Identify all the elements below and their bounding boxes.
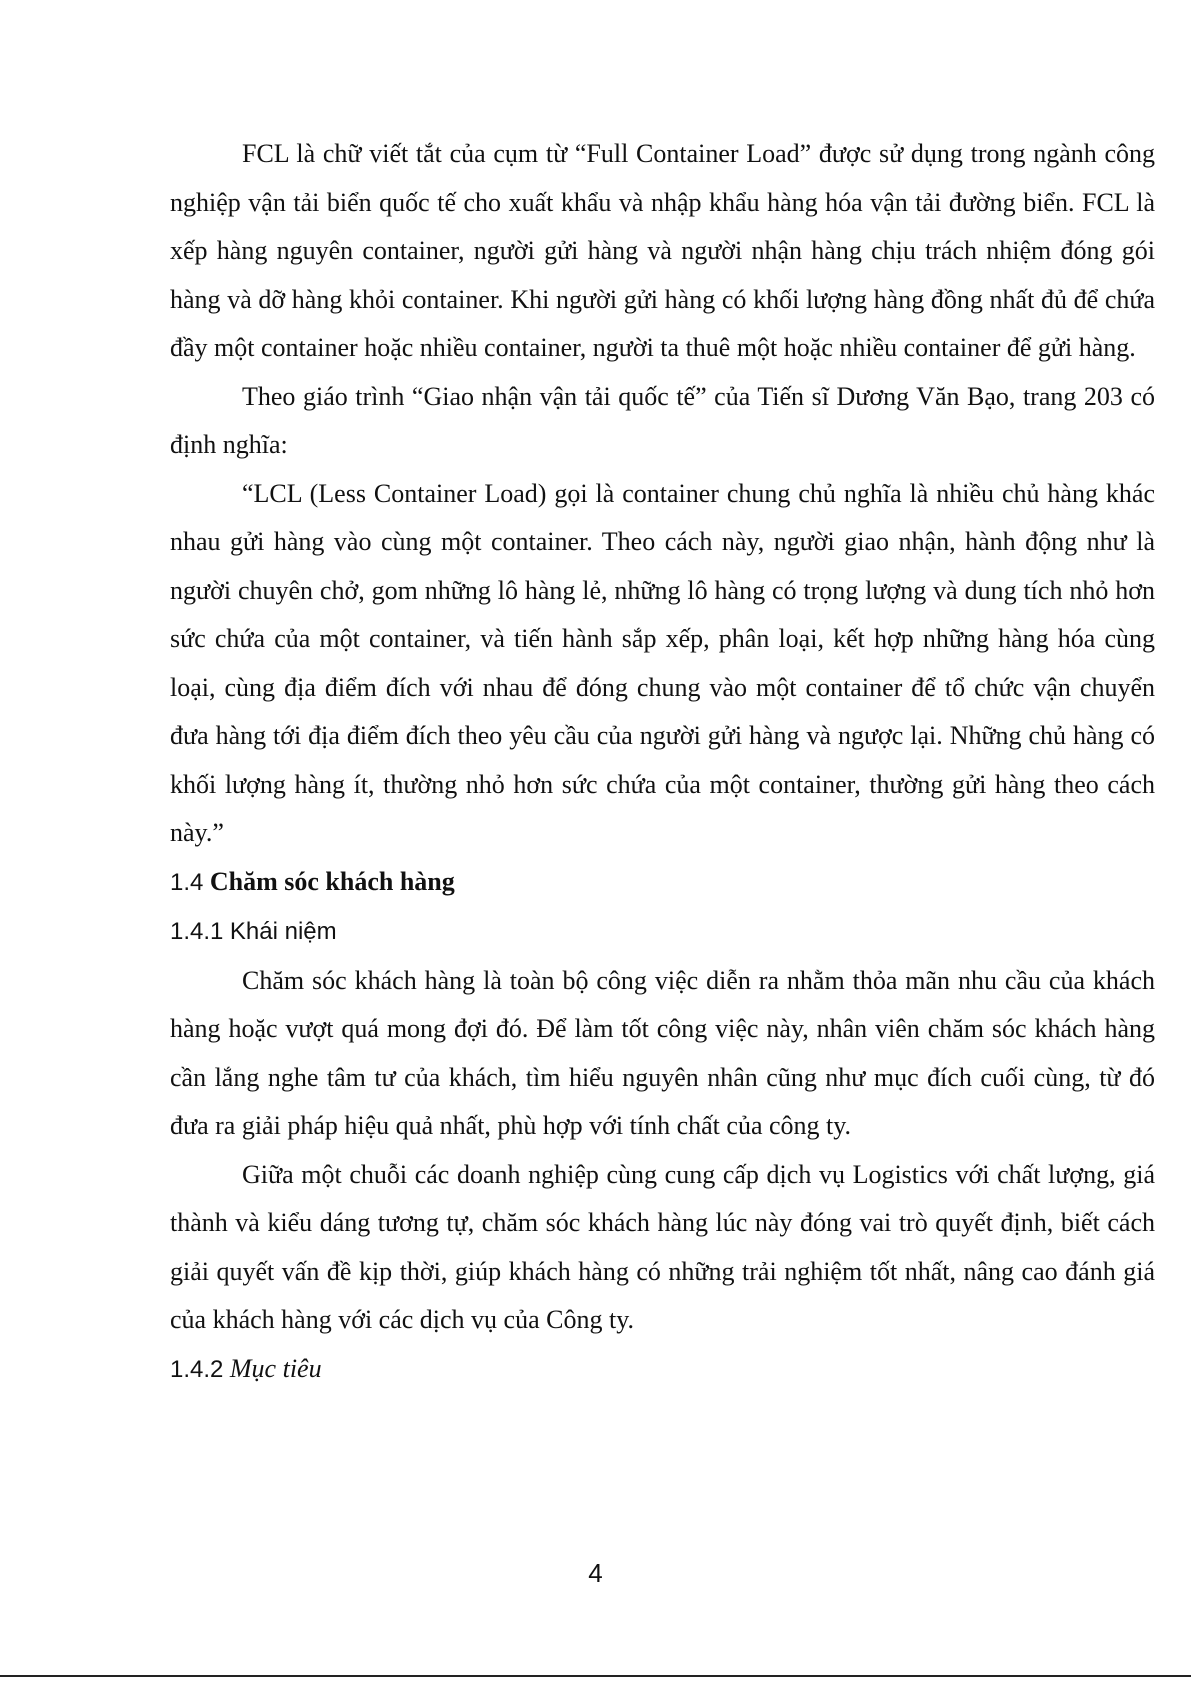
heading-section-1-4 — [170, 858, 1155, 908]
heading-section-1-4-1-title: Khái niệm — [229, 918, 337, 945]
paragraph-lcl-definition: “LCL (Less Container Load) gọi là container chung chủ nghĩa là nhiều chủ hàng khác nhau gửi hàng vào cùng một container. Theo cách này, người giao nhận, hành động như là người chuyên chở, gom những lô hàng lẻ, những lô hàng có trọng lượng và dung tích nhỏ hơn sức chứa của một container, và tiến hành sắp xếp, phân loại, kết hợp những hàng hóa cùng loại, cùng địa điểm đích với nhau để đóng chung vào một container để tổ chức vận chuyển đưa hàng tới địa điểm đích theo yêu cầu của người gửi hàng và ngược lại. Những chủ hàng có khối lượng hàng ít, thường nhỏ hơn sức chứa của một container, thường gửi hàng theo cách này.” — [170, 478, 1155, 847]
page-content — [170, 130, 1155, 1394]
heading-section-1-4-1 — [170, 907, 1155, 957]
heading-section-1-4-2-title: Mục tiêu — [229, 1353, 322, 1383]
heading-section-1-4-title: Chăm sóc khách hàng — [209, 866, 455, 896]
paragraph-customer-care-concept: Chăm sóc khách hàng là toàn bộ công việc diễn ra nhằm thỏa mãn nhu cầu của khách hàng hoặc vượt quá mong đợi đó. Để làm tốt công việc này, nhân viên chăm sóc khách hàng cần lắng nghe tâm tư của khách, tìm hiểu nguyên nhân cũng như mục đích cuối cùng, từ đó đưa ra giải pháp hiệu quả nhất, phù hợp với tính chất của công ty. — [170, 965, 1155, 1140]
bottom-divider — [0, 1675, 1191, 1677]
page-number: 4 — [588, 1558, 603, 1588]
heading-section-1-4-number: 1.4 — [170, 868, 204, 896]
paragraph-textbook-reference: Theo giáo trình “Giao nhận vận tải quốc tế” của Tiến sĩ Dương Văn Bạo, trang 203 có định nghĩa: — [170, 381, 1155, 459]
heading-section-1-4-2 — [170, 1345, 1155, 1395]
paragraph-fcl-definition: FCL là chữ viết tắt của cụm từ “Full Container Load” được sử dụng trong ngành công nghiệp vận tải biển quốc tế cho xuất khẩu và nhập khẩu hàng hóa vận tải đường biển. FCL là xếp hàng nguyên container, người gửi hàng và người nhận hàng chịu trách nhiệm đóng gói hàng và dỡ hàng khỏi container. Khi người gửi hàng có khối lượng hàng đồng nhất đủ để chứa đầy một container hoặc nhiều container, người ta thuê một hoặc nhiều container để gửi hàng. — [170, 139, 1155, 362]
paragraph-customer-care-role: Giữa một chuỗi các doanh nghiệp cùng cung cấp dịch vụ Logistics với chất lượng, giá thành và kiểu dáng tương tự, chăm sóc khách hàng lúc này đóng vai trò quyết định, biết cách giải quyết vấn đề kịp thời, giúp khách hàng có những trải nghiệm tốt nhất, nâng cao đánh giá của khách hàng với các dịch vụ của Công ty. — [170, 1159, 1155, 1334]
heading-section-1-4-2-number: 1.4.2 — [170, 1355, 224, 1383]
heading-section-1-4-1-number: 1.4.1 — [170, 918, 224, 945]
